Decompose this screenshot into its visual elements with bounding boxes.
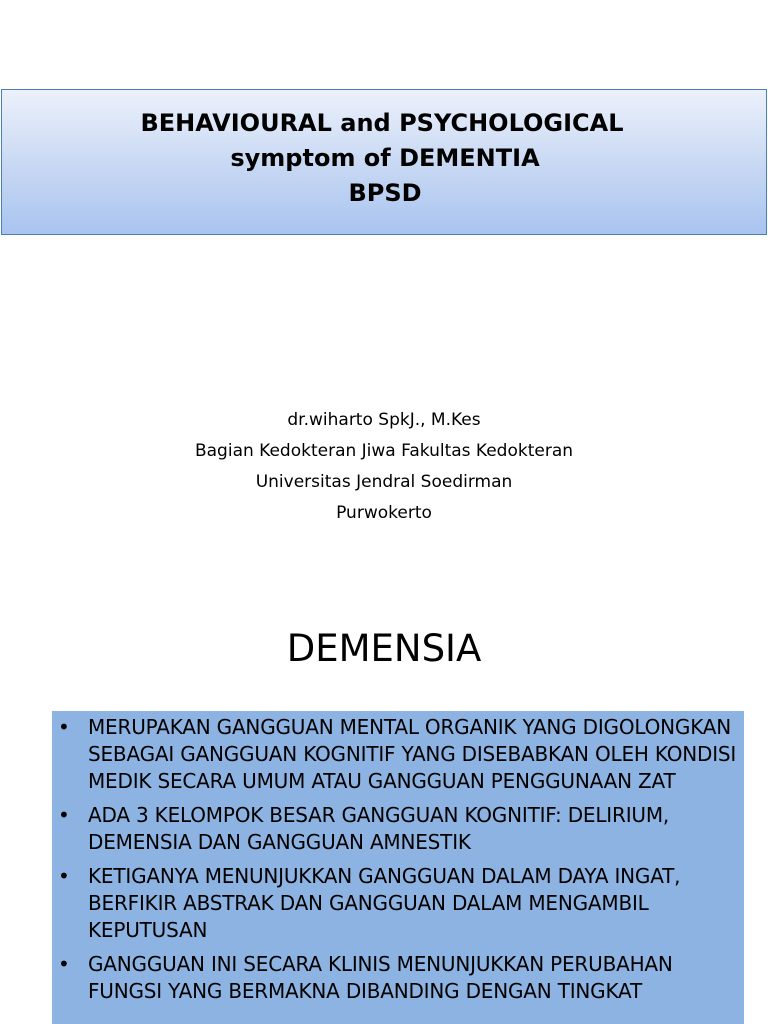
slide-heading: DEMENSIA <box>286 627 482 670</box>
bullet-item <box>52 802 744 856</box>
bullet-icon: • <box>58 864 70 888</box>
bullet-text: GANGGUAN INI SECARA KLINIS MENUNJUKKAN PERUBAHAN FUNGSI YANG BERMAKNA DIBANDING DENGAN TINGKAT <box>88 952 673 1003</box>
bullet-item <box>52 951 744 1005</box>
bullet-item <box>52 863 744 944</box>
bullet-icon: • <box>58 803 70 827</box>
title-line-2: symptom of DEMENTIA <box>230 144 540 172</box>
author-name: dr.wiharto SpkJ., M.Kes <box>287 410 481 430</box>
title-line-3: BPSD <box>348 179 422 207</box>
author-university: Universitas Jendral Soedirman <box>255 472 513 492</box>
author-block <box>0 405 768 529</box>
bullet-content-box <box>52 711 744 1024</box>
bullet-text: MERUPAKAN GANGGUAN MENTAL ORGANIK YANG DIGOLONGKAN SEBAGAI GANGGUAN KOGNITIF YANG DISEBABKAN OLEH KONDISI MEDIK SECARA UMUM ATAU GANGGUAN PENGGUNAAN ZAT <box>88 715 737 793</box>
slide-title <box>2 106 768 211</box>
bullet-list <box>52 714 744 1012</box>
bullet-text: ADA 3 KELOMPOK BESAR GANGGUAN KOGNITIF: DELIRIUM, DEMENSIA DAN GANGGUAN AMNESTIK <box>88 803 670 854</box>
bullet-item <box>52 714 744 795</box>
bullet-text: KETIGANYA MENUNJUKKAN GANGGUAN DALAM DAYA INGAT, BERFIKIR ABSTRAK DAN GANGGUAN DALAM MENGAMBIL KEPUTUSAN <box>88 864 681 942</box>
title-line-1: BEHAVIOURAL and PSYCHOLOGICAL <box>140 109 624 137</box>
slide-demensia <box>0 576 768 1024</box>
author-city: Purwokerto <box>336 503 432 523</box>
title-box <box>1 89 767 235</box>
author-department: Bagian Kedokteran Jiwa Fakultas Kedokteran <box>194 441 574 461</box>
bullet-icon: • <box>58 952 70 976</box>
bullet-icon: • <box>58 715 70 739</box>
